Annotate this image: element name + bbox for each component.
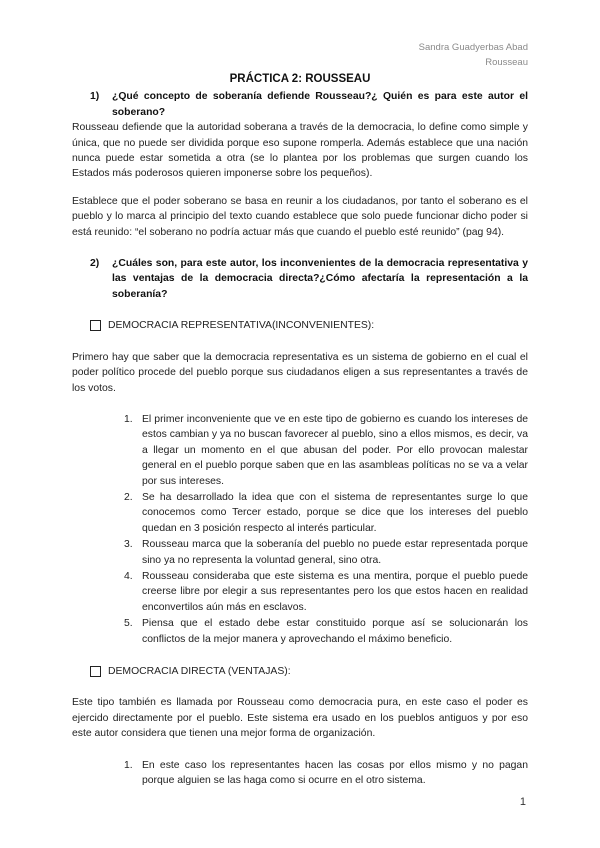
header-author: Sandra Guadyerbas Abad [418,42,528,53]
list-item-number: 1. [124,759,133,771]
list-item [124,412,528,489]
question-1-number: 1) [90,91,100,103]
list-item-number: 2. [124,491,133,503]
list-item-number: 3. [124,539,133,551]
list-item [124,758,528,789]
checkbox-icon[interactable] [90,666,101,677]
question-2-number: 2) [90,258,100,270]
question-1-text: ¿Qué concepto de soberanía defiende Rousseau?¿ Quién es para este autor el soberano? [112,91,528,118]
section-representativa-intro: Primero hay que saber que la democracia representativa es un sistema de gobierno en el cual el poder político procede del pueblo porque sus ciudadanos eligen a sus representantes a través de los votos. [72,351,528,394]
list-item-text: Rousseau consideraba que este sistema es una mentira, porque el pueblo puede creerse libre por elegir a sus representantes pero los que estos hacen en realidad enconvertilos aún más en esclavos. [142,570,528,613]
list-item-number: 5. [124,618,133,630]
list-item-text: Piensa que el estado debe estar constituido porque así se solucionarán los conflictos de la mejor manera y aprovechando el máximo beneficio. [142,618,528,645]
section-representativa-title: DEMOCRACIA REPRESENTATIVA(INCONVENIENTES): [108,320,375,332]
checkbox-icon[interactable] [90,320,101,331]
answer-1-paragraph-2: Establece que el poder soberano se basa en reunir a los ciudadanos, por tanto el soberano es el pueblo y lo marca al principio del texto cuando establece que solo puede funcionar dicho poder si está reunido: “el soberano no podría actuar más que cuando el pueblo esté reunido” (pag 94). [72,195,528,238]
question-1 [72,89,528,120]
question-2-text: ¿Cuáles son, para este autor, los inconvenientes de la democracia representativa y las ventajas de la democracia directa?¿Cómo afectaría la representación a la soberanía? [112,258,528,300]
list-item [124,490,528,536]
page-header [419,40,528,70]
list-item-text: En este caso los representantes hacen las cosas por ellos mismo y no pagan porque alguien se las haga como si ocurre en el otro sistema. [142,759,528,787]
section-directa-title: DEMOCRACIA DIRECTA (VENTAJAS): [108,666,291,677]
page-number: 1 [519,796,526,808]
header-subject: Rousseau [485,57,528,68]
section-representativa-heading [72,318,528,333]
section-directa-intro: Este tipo también es llamada por Rousseau como democracia pura, en este caso el poder es ejercido directamente por el pueblo. Este sistema era usado en los pueblos antiguos y por eso este autor considera que tienen una mejor forma de organización. [72,697,528,740]
list-item-text: Se ha desarrollado la idea que con el sistema de representantes surge lo que conocemos como Tercer estado, porque se dice que los intereses del pueblo quedan en 3 posición respecto al interés particular. [142,491,528,534]
list-item-number: 4. [124,570,133,582]
directa-list [72,758,528,789]
document-body [72,72,528,789]
list-item-text: Rousseau marca que la soberanía del pueblo no puede estar representada porque sino ya no representa la voluntad general, sino otra. [142,539,528,566]
list-item [124,616,528,647]
representativa-list [72,412,528,647]
answer-1-paragraph-1: Rousseau defiende que la autoridad soberana a través de la democracia, lo define como simple y única, que no puede ser dividida porque eso supone romperla. Además establece que una nación nunca puede estar sometida a otra (se lo plantea por los problemas que surgen cuando los Estados más poderosos quieren imponerse sobre los pequeños). [72,122,528,180]
list-item [124,537,528,568]
document-title: PRÁCTICA 2: ROUSSEAU [229,73,371,85]
section-directa-heading [72,664,528,679]
question-2 [72,256,528,302]
list-item [124,569,528,615]
list-item-number: 1. [124,413,133,425]
list-item-text: El primer inconveniente que ve en este tipo de gobierno es cuando los intereses de estos cambian y ya no buscan favorecer al pueblo, sino a ellos mismos, es decir, va a llegar un momento en el que abusan del poder. Por ello provocan malestar general en el pueblo porque saben que en las asambleas políticas no se va a velar por sus intereses. [142,413,528,487]
